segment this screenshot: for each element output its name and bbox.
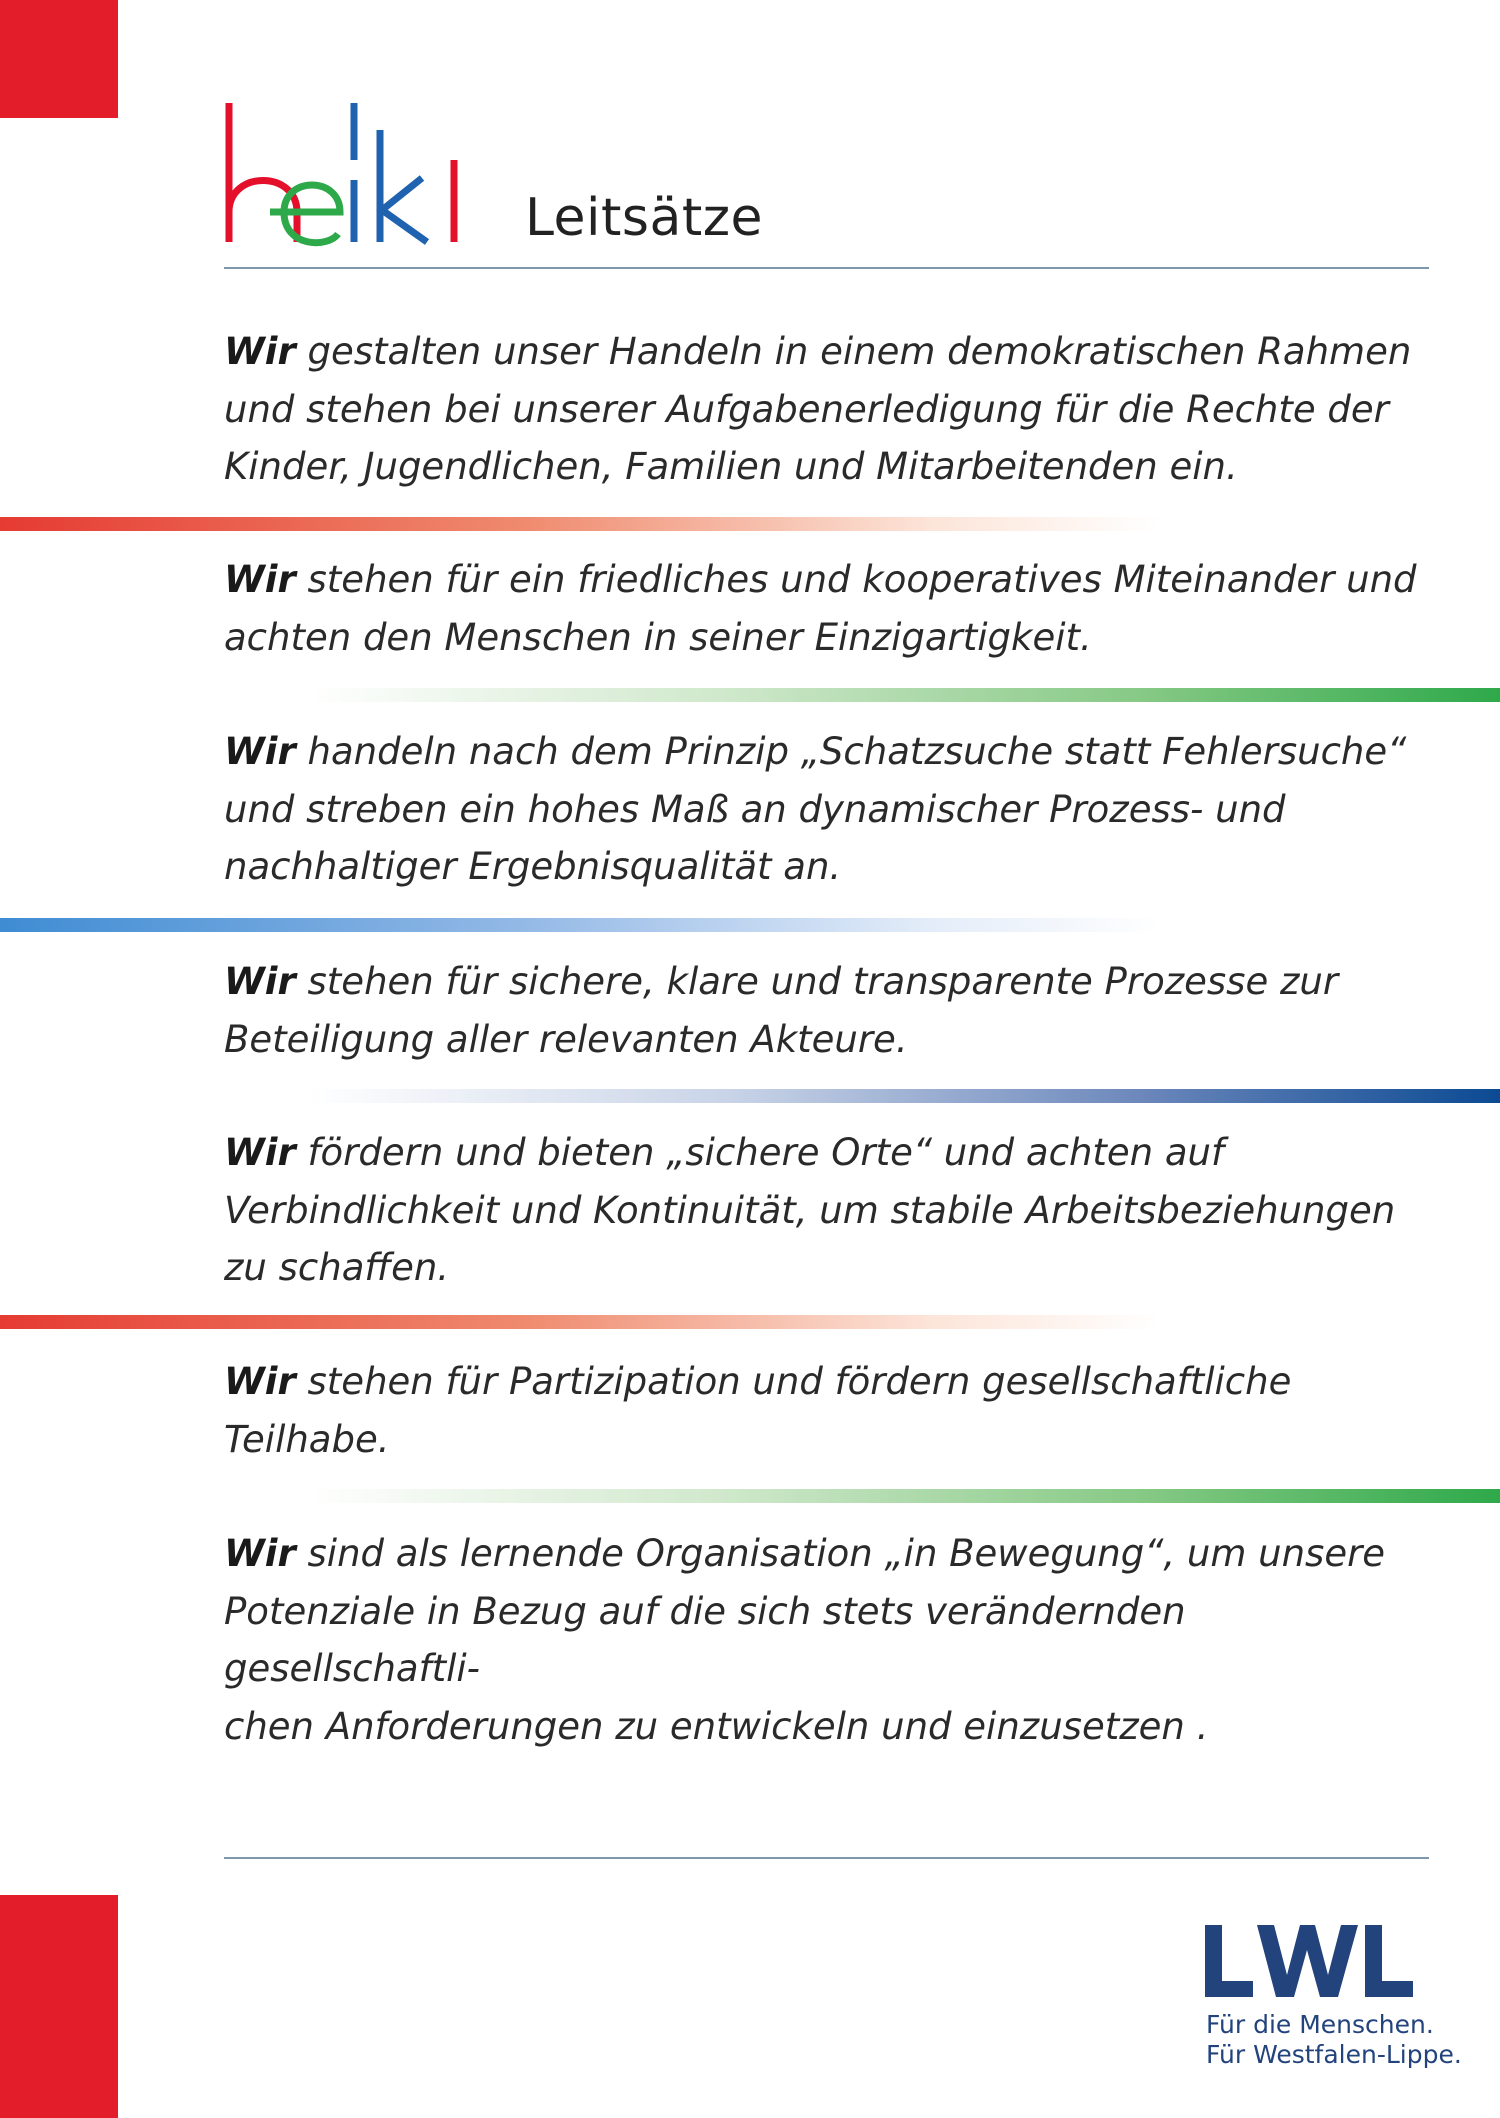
statement-lead: Wir	[224, 1131, 296, 1174]
statement-line: Beteiligung aller relevanten Akteure.	[224, 1017, 908, 1061]
statement-line: stehen für Partizipation und fördern gesellschaftliche	[307, 1360, 1292, 1403]
statement-lead: Wir	[224, 558, 296, 601]
statement-line: sind als lernende Organisation „in Bewegung“, um unsere	[307, 1532, 1386, 1575]
statement-line: chen Anforderungen zu entwickeln und einzusetzen .	[224, 1704, 1209, 1748]
statement-line: fördern und bieten „sichere Orte“ und achten auf	[307, 1131, 1225, 1174]
statement-lead: Wir	[224, 1360, 296, 1403]
statement-line: stehen für sichere, klare und transparente Prozesse zur	[307, 960, 1339, 1003]
statement-line: nachhaltiger Ergebnisqualität an.	[224, 845, 842, 888]
statement-line: stehen für ein friedliches und kooperatives Miteinander und	[307, 558, 1417, 601]
footer-tagline: Für die Menschen.	[1206, 2010, 1434, 2039]
statement-lead: Wir	[224, 1532, 296, 1575]
header-divider	[224, 267, 1429, 269]
corner-accent-bottom	[0, 1895, 118, 2118]
statement-line: und stehen bei unserer Aufgabenerledigung für die Rechte der	[224, 387, 1389, 431]
statement-line: zu schaffen.	[224, 1246, 450, 1289]
divider-bar-navy	[310, 1089, 1500, 1103]
statement-7	[224, 1525, 1444, 1755]
statement-6	[224, 1353, 1444, 1468]
statement-2	[224, 551, 1444, 666]
corner-accent-top	[0, 0, 118, 118]
statement-line: Potenziale in Bezug auf die sich stets verändernden gesellschaftli-	[224, 1589, 1186, 1690]
statement-line: handeln nach dem Prinzip „Schatzsuche statt Fehlersuche“	[307, 730, 1407, 773]
statement-line: gestalten unser Handeln in einem demokratischen Rahmen	[307, 330, 1412, 373]
lwl-logo	[1205, 1925, 1430, 1997]
statement-line: Kinder, Jugendlichen, Familien und Mitarbeitenden ein.	[224, 445, 1238, 488]
divider-bar-blue	[0, 918, 1160, 932]
statement-lead: Wir	[224, 730, 296, 773]
statement-line: Verbindlichkeit und Kontinuität, um stabile Arbeitsbeziehungen	[224, 1188, 1396, 1232]
statement-line: achten den Menschen in seiner Einzigartigkeit.	[224, 615, 1092, 659]
statement-line: Teilhabe.	[224, 1417, 390, 1461]
statement-3	[224, 723, 1444, 896]
statement-1	[224, 323, 1444, 496]
statement-lead: Wir	[224, 330, 296, 373]
divider-bar-red	[0, 517, 1160, 531]
statement-5	[224, 1124, 1444, 1297]
divider-bar-red	[0, 1315, 1160, 1329]
statement-4	[224, 953, 1444, 1068]
divider-bar-green	[310, 1489, 1500, 1503]
divider-bar-green	[310, 688, 1500, 702]
footer-tagline: Für Westfalen-Lippe.	[1206, 2040, 1462, 2069]
heiki-logo	[222, 100, 462, 250]
footer-divider	[224, 1857, 1429, 1859]
page-title: Leitsätze	[525, 188, 764, 248]
statement-line: und streben ein hohes Maß an dynamischer Prozess- und	[224, 787, 1286, 831]
statement-lead: Wir	[224, 960, 296, 1003]
